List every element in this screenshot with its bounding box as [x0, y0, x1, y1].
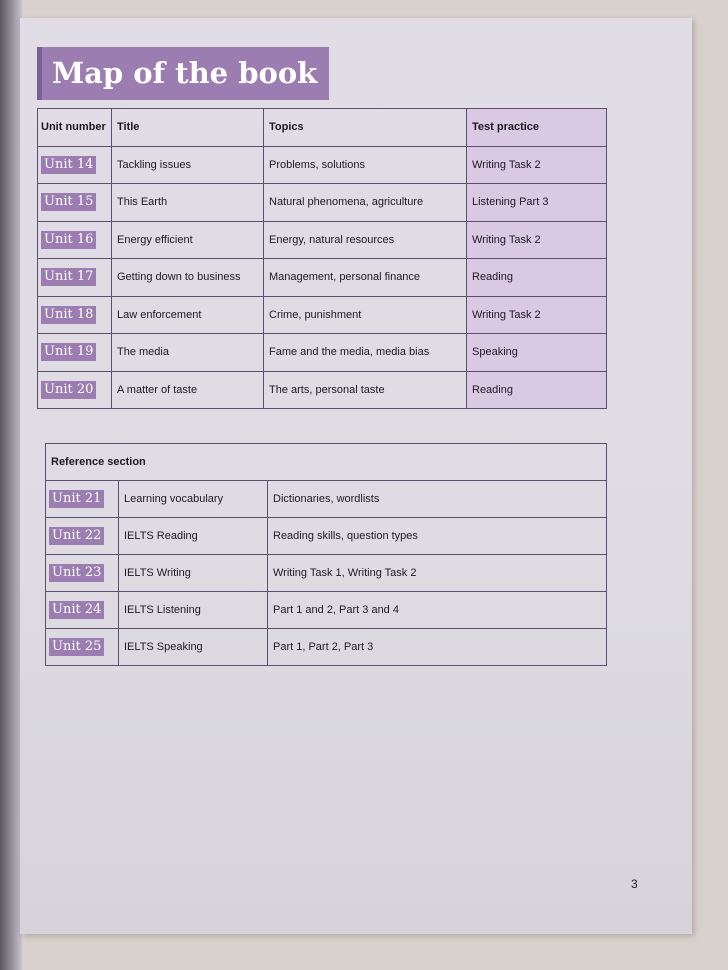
- topics-cell: Writing Task 1, Writing Task 2: [268, 555, 607, 592]
- title-cell: IELTS Speaking: [119, 629, 268, 666]
- page-number: 3: [631, 877, 638, 891]
- unit-cell: [46, 481, 119, 518]
- title-cell: This Earth: [112, 184, 264, 222]
- unit-badge: Unit 17: [41, 268, 96, 286]
- map-table: [37, 108, 607, 409]
- unit-cell: [38, 371, 112, 409]
- table-header-row: [38, 109, 607, 147]
- unit-cell: [46, 592, 119, 629]
- title-cell: IELTS Writing: [119, 555, 268, 592]
- unit-badge: Unit 19: [41, 343, 96, 361]
- unit-badge: Unit 15: [41, 193, 96, 211]
- topics-cell: Energy, natural resources: [264, 221, 467, 259]
- page-title: Map of the book: [37, 47, 329, 100]
- unit-badge: Unit 21: [49, 490, 104, 508]
- header-topics: Topics: [264, 109, 467, 147]
- title-cell: Tackling issues: [112, 146, 264, 184]
- title-cell: Getting down to business: [112, 259, 264, 297]
- book-spine: [0, 0, 22, 970]
- table-row: [38, 221, 607, 259]
- topics-cell: Natural phenomena, agriculture: [264, 184, 467, 222]
- table-row: [46, 629, 607, 666]
- table-row: [38, 334, 607, 372]
- unit-cell: [38, 334, 112, 372]
- title-cell: IELTS Reading: [119, 518, 268, 555]
- title-cell: A matter of taste: [112, 371, 264, 409]
- unit-cell: [46, 629, 119, 666]
- reference-table: [45, 443, 607, 666]
- page-content: [37, 47, 607, 666]
- title-cell: Law enforcement: [112, 296, 264, 334]
- title-cell: The media: [112, 334, 264, 372]
- unit-badge: Unit 25: [49, 638, 104, 656]
- unit-cell: [38, 184, 112, 222]
- topics-cell: Part 1, Part 2, Part 3: [268, 629, 607, 666]
- table-row: [46, 481, 607, 518]
- topics-cell: Fame and the media, media bias: [264, 334, 467, 372]
- topics-cell: Dictionaries, wordlists: [268, 481, 607, 518]
- reference-header-row: [46, 444, 607, 481]
- test-practice-cell: Writing Task 2: [467, 146, 607, 184]
- test-practice-cell: Listening Part 3: [467, 184, 607, 222]
- unit-cell: [38, 296, 112, 334]
- table-row: [46, 518, 607, 555]
- header-unit-number: Unit number: [38, 109, 112, 147]
- unit-badge: Unit 20: [41, 381, 96, 399]
- title-cell: IELTS Listening: [119, 592, 268, 629]
- unit-badge: Unit 16: [41, 231, 96, 249]
- topics-cell: The arts, personal taste: [264, 371, 467, 409]
- table-row: [38, 259, 607, 297]
- unit-badge: Unit 23: [49, 564, 104, 582]
- unit-cell: [46, 555, 119, 592]
- reference-section-header: Reference section: [46, 444, 607, 481]
- table-row: [38, 296, 607, 334]
- table-row: [46, 555, 607, 592]
- header-test-practice: Test practice: [467, 109, 607, 147]
- unit-cell: [38, 146, 112, 184]
- header-title: Title: [112, 109, 264, 147]
- topics-cell: Crime, punishment: [264, 296, 467, 334]
- test-practice-cell: Reading: [467, 259, 607, 297]
- table-row: [38, 371, 607, 409]
- table-row: [46, 592, 607, 629]
- table-row: [38, 146, 607, 184]
- topics-cell: Management, personal finance: [264, 259, 467, 297]
- topics-cell: Reading skills, question types: [268, 518, 607, 555]
- unit-badge: Unit 14: [41, 156, 96, 174]
- test-practice-cell: Speaking: [467, 334, 607, 372]
- title-cell: Energy efficient: [112, 221, 264, 259]
- topics-cell: Problems, solutions: [264, 146, 467, 184]
- test-practice-cell: Writing Task 2: [467, 296, 607, 334]
- topics-cell: Part 1 and 2, Part 3 and 4: [268, 592, 607, 629]
- test-practice-cell: Reading: [467, 371, 607, 409]
- unit-badge: Unit 22: [49, 527, 104, 545]
- unit-cell: [38, 259, 112, 297]
- unit-badge: Unit 18: [41, 306, 96, 324]
- unit-badge: Unit 24: [49, 601, 104, 619]
- test-practice-cell: Writing Task 2: [467, 221, 607, 259]
- title-cell: Learning vocabulary: [119, 481, 268, 518]
- unit-cell: [38, 221, 112, 259]
- table-row: [38, 184, 607, 222]
- unit-cell: [46, 518, 119, 555]
